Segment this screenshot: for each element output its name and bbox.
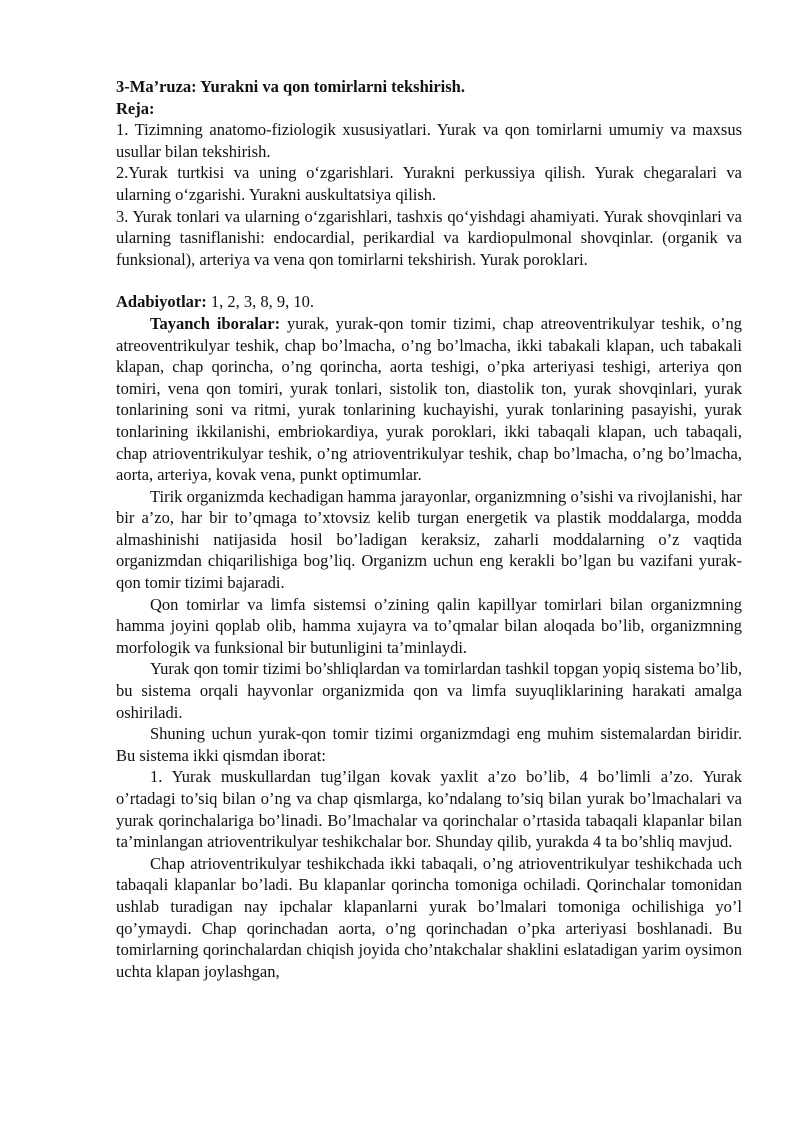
- keywords-label: Tayanch iboralar:: [150, 313, 281, 333]
- body-paragraph-3: Yurak qon tomir tizimi bo’shliqlardan va tomirlardan tashkil topgan yopiq sistema bo’lib, bu sistema orqali hayvonlar organizmida qon va limfa suyuqliklarining harakati amalga oshiriladi.: [116, 659, 742, 722]
- keywords-text: yurak, yurak-qon tomir tizimi, chap atreoventrikulyar teshik, o’ng atreoventrikulyar teshik, chap bo’lmacha, o’ng bo’lmacha, ikki tabakali klapan, uch tabakali klapan, chap qorincha, o’ng qorincha, aorta teshigi, o’pka arteriyasi teshigi, arteriya qon tomiri, vena qon tomiri, yurak tonlari, sistolik ton, diastolik ton, yurak shovqinlari, yurak tonlarining soni va ritmi, yurak tonlarining kuchayishi, yurak tonlarining pasayishi, yurak tonlarining ikkilanishi, embriokardiya, yurak poroklari, ikki tabaqali klapan, uch tabaqali, chap atrioventrikulyar teshik, o’ng atrioventrikulyar teshik, chap bo’lmacha, o’ng bo’lmacha, aorta, arteriya, kovak vena, punkt optimumlar.: [116, 313, 742, 485]
- plan-label: Reja:: [116, 98, 155, 118]
- body-paragraph-4: Shuning uchun yurak-qon tomir tizimi organizmdagi eng muhim sistemalardan biridir. Bu sistema ikki qismdan iborat:: [116, 724, 742, 765]
- spacer: [116, 270, 742, 291]
- plan-item-2: 2.Yurak turtkisi va uning o‘zgarishlari. Yurakni perkussiya qilish. Yurak chegaralari va ularning o‘zgarishi. Yurakni auskultatsiya qilish.: [116, 163, 742, 204]
- literature-label: Adabiyotlar:: [116, 292, 207, 312]
- literature-refs: 1, 2, 3, 8, 9, 10.: [206, 292, 314, 312]
- body-paragraph-5: 1. Yurak muskullardan tug’ilgan kovak yaxlit a’zo bo’lib, 4 bo’limli a’zo. Yurak o’rtadagi to’siq bilan o’ng va chap qismlarga, ko’ndalang to’siq bilan yurak bo’lmachalari va yurak qorinchalariga bo’linadi. Bo’lmachalar va qorinchalar o’rtasida tabaqali klapanlar bilan ta’minlangan atrioventrikulyar teshikchalar bor. Shunday qilib, yurakda 4 ta bo’shliq mavjud.: [116, 767, 742, 852]
- body-paragraph-6: Chap atrioventrikulyar teshikchada ikki tabaqali, o’ng atrioventrikulyar teshikchada uch tabaqali klapanlar bo’ladi. Bu klapanlar qorincha tomoniga ochiladi. Qorinchalar tomonidan ushlab turadigan nay ipchalar klapanlarni yurak bo’lmalari tomoniga ochilishiga yo’l qo’ymaydi. Chap qorinchadan aorta, o’ng qorinchadan o’pka arteriyasi boshlanadi. Bu tomirlarning qorinchalardan chiqish joyida cho’ntakchalar shaklini eslatadigan yarim oysimon uchta klapan joylashgan,: [116, 853, 742, 981]
- lecture-title: 3-Ma’ruza: Yurakni va qon tomirlarni tekshirish.: [116, 77, 465, 96]
- keywords-paragraph: [116, 313, 742, 486]
- body-paragraph-1: Tirik organizmda kechadigan hamma jarayonlar, organizmning o’sishi va rivojlanishi, har bir a’zo, har bir to’qmaga to’xtovsiz kelib turgan energetik va plastik moddalarga, modda almashinishi natijasida hosil bo’ladigan keraksiz, zaharli moddalarning o’z vaqtida organizmdan chiqarilishiga bog’liq. Organizm uchun eng kerakli bo’lgan bu vazifani yurak-qon tomir tizimi bajaradi.: [116, 486, 742, 593]
- literature-line: [116, 291, 742, 313]
- plan-item-3: 3. Yurak tonlari va ularning o‘zgarishlari, tashxis qo‘yishdagi ahamiyati. Yurak shovqinlari va ularning tasniflanishi: endocardial, perikardial va kardiopulmonal shovqinlar. (organik va funksional), arteriya va vena qon tomirlarni tekshirish. Yurak poroklari.: [116, 206, 742, 269]
- plan-item-1: 1. Tizimning anatomo-fiziologik xususiyatlari. Yurak va qon tomirlarni umumiy va maxsus usullar bilan tekshirish.: [116, 120, 742, 161]
- body-paragraph-2: Qon tomirlar va limfa sistemsi o’zining qalin kapillyar tomirlari bilan organizmning hamma joyini qoplab olib, hamma xujayra va to’qmalar bilan aloqada bo’lib, organizmning morfologik va funksional bir butunligini ta’minlaydi.: [116, 594, 742, 657]
